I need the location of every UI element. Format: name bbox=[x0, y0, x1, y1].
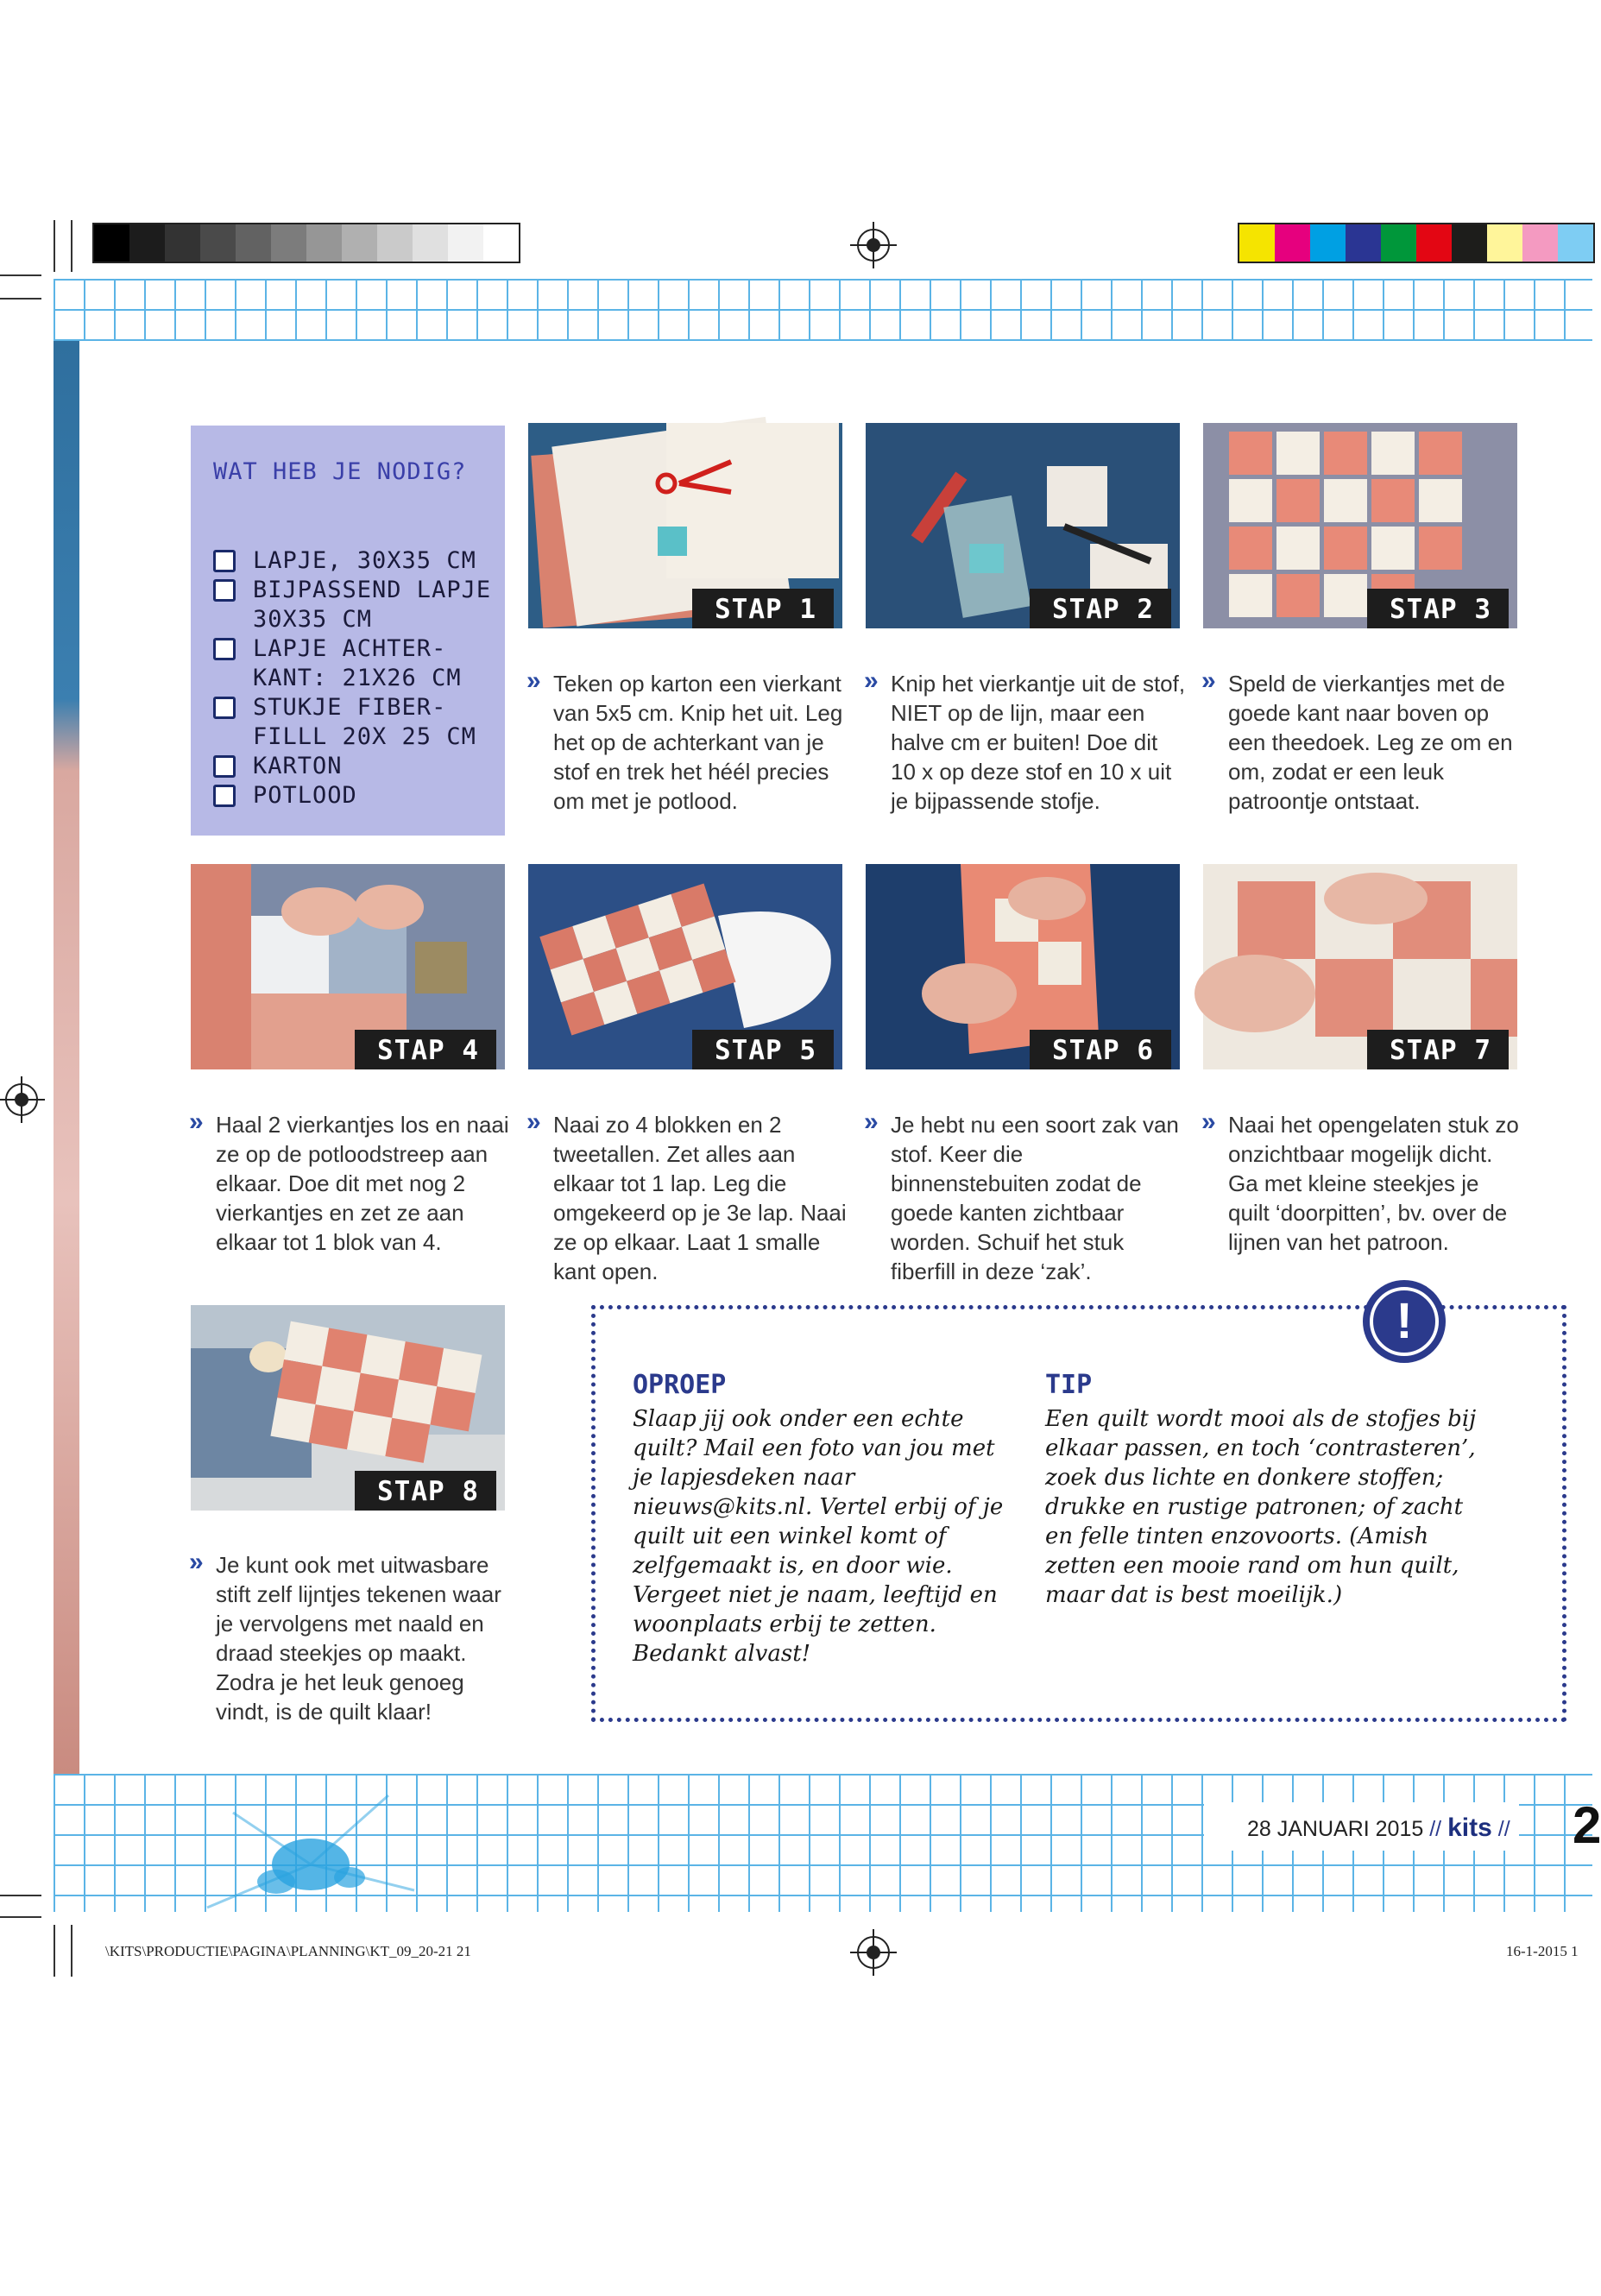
footer-date: 28 JANUARI 2015 bbox=[1247, 1817, 1424, 1841]
checkbox-icon bbox=[213, 755, 236, 778]
supplies-item: LAPJE ACHTER-KANT: 21X26 CM bbox=[213, 634, 505, 693]
oproep-title: OPROEP bbox=[633, 1370, 727, 1400]
registration-mark bbox=[857, 1936, 890, 1969]
step-5-photo bbox=[528, 864, 842, 1069]
slug-date: 16-1-2015 1 bbox=[1506, 1943, 1579, 1959]
step-6-text: » Je hebt nu een soort zak van stof. Keer die binnenstebuiten zodat de goede kanten zichtbaar worden. Schuif het stuk fiberfill in deze ‘zak’. bbox=[864, 1107, 1179, 1284]
step-6-photo bbox=[866, 864, 1180, 1069]
supplies-item: LAPJE, 30X35 CM bbox=[213, 546, 505, 576]
color-calibration-strip bbox=[1238, 223, 1595, 263]
exclamation-icon: ! bbox=[1363, 1280, 1446, 1363]
tip-title: TIP bbox=[1045, 1370, 1093, 1400]
crop-mark bbox=[54, 1925, 55, 1977]
supplies-list bbox=[213, 546, 505, 811]
checkbox-icon bbox=[213, 785, 236, 807]
step-8-label: STAP 8 bbox=[355, 1471, 496, 1511]
step-4-photo bbox=[191, 864, 505, 1069]
fabric-edge-decoration bbox=[54, 341, 79, 1774]
step-4-text: » Haal 2 vierkantjes los en naai ze op de potloodstreep aan elkaar. Doe dit met nog 2 vierkantjes en zet ze aan elkaar tot 1 blok van 4. bbox=[189, 1107, 509, 1255]
supplies-item: STUKJE FIBER-FILLL 20X 25 CM bbox=[213, 693, 505, 752]
step-3-label: STAP 3 bbox=[1367, 589, 1509, 628]
oproep-text: Slaap jij ook onder een echte quilt? Mail een foto van jou met je lapjesdeken naar nieuws@kits.nl. Vertel erbij of je quilt uit een winkel komt of zelfgemaakt is, en door wie. Vergeet niet je naam, leeftijd en woonplaats erbij te zetten. Bedankt alvast! bbox=[633, 1406, 1004, 1667]
step-3-text: » Speld de vierkantjes met de goede kant naar boven op een theedoek. Leg ze om en om, zodat er een leuk patroontje ontstaat. bbox=[1201, 666, 1513, 814]
chevron-right-icon: » bbox=[526, 666, 541, 695]
paint-splash bbox=[181, 1761, 440, 1916]
checkbox-icon bbox=[213, 638, 236, 660]
chevron-right-icon: » bbox=[1201, 1107, 1216, 1136]
crop-mark bbox=[0, 298, 41, 300]
chevron-right-icon: » bbox=[864, 666, 879, 695]
checkbox-icon bbox=[213, 697, 236, 719]
crop-mark bbox=[71, 1925, 72, 1977]
step-1-text: » Teken op karton een vierkant van 5x5 cm. Knip het uit. Leg het op de achterkant van je stof en trek het héél precies om met je potlood. bbox=[526, 666, 843, 814]
registration-mark bbox=[5, 1083, 38, 1116]
chevron-right-icon: » bbox=[189, 1548, 204, 1576]
step-7-text: » Naai het opengelaten stuk zo onzichtbaar mogelijk dicht. Ga met kleine steekjes je quilt ‘doorpitten’, bv. over de lijnen van het patroon. bbox=[1201, 1107, 1519, 1255]
crop-mark bbox=[0, 1916, 41, 1918]
step-3-photo bbox=[1203, 423, 1517, 628]
step-8-text: » Je kunt ook met uitwasbare stift zelf lijntjes tekenen waar je vervolgens met naald en draad steekjes op maakt. Zodra je het leuk genoeg vindt, is de quilt klaar! bbox=[189, 1548, 501, 1725]
step-8-photo bbox=[191, 1305, 505, 1511]
checkbox-icon bbox=[213, 550, 236, 572]
supplies-item: BIJPASSEND LAPJE 30X35 CM bbox=[213, 576, 505, 634]
step-7-label: STAP 7 bbox=[1367, 1030, 1509, 1069]
crop-mark bbox=[71, 220, 72, 272]
supplies-box bbox=[191, 426, 505, 836]
step-5-label: STAP 5 bbox=[692, 1030, 834, 1069]
grey-calibration-strip bbox=[92, 223, 520, 263]
slug-path: \KITS\PRODUCTIE\PAGINA\PLANNING\KT_09_20-21 21 bbox=[105, 1943, 471, 1959]
step-1-label: STAP 1 bbox=[692, 589, 834, 628]
chevron-right-icon: » bbox=[1201, 666, 1216, 695]
step-6-label: STAP 6 bbox=[1030, 1030, 1171, 1069]
chevron-right-icon: » bbox=[189, 1107, 204, 1136]
footer-separator: // bbox=[1429, 1817, 1442, 1841]
chevron-right-icon: » bbox=[526, 1107, 541, 1136]
supplies-item: KARTON bbox=[213, 752, 505, 781]
checkbox-icon bbox=[213, 579, 236, 602]
footer-separator: // bbox=[1497, 1817, 1510, 1841]
chevron-right-icon: » bbox=[864, 1107, 879, 1136]
step-4-label: STAP 4 bbox=[355, 1030, 496, 1069]
step-2-label: STAP 2 bbox=[1030, 589, 1171, 628]
supplies-title: WAT HEB JE NODIG? bbox=[213, 458, 467, 485]
graph-paper-top bbox=[54, 279, 1592, 341]
crop-mark bbox=[54, 220, 55, 272]
step-7-photo bbox=[1203, 864, 1517, 1069]
footer-brand: kits bbox=[1447, 1813, 1492, 1842]
crop-mark bbox=[0, 274, 41, 276]
crop-mark bbox=[0, 1895, 41, 1896]
page-number: 2 bbox=[1573, 1796, 1601, 1854]
step-2-text: » Knip het vierkantje uit de stof, NIET op de lijn, maar een halve cm er buiten! Doe dit 10 x op deze stof en 10 x uit je bijpassende stofje. bbox=[864, 666, 1186, 814]
step-1-photo bbox=[528, 423, 842, 628]
footer bbox=[1247, 1813, 1510, 1843]
tip-text: Een quilt wordt mooi als de stofjes bij elkaar passen, en toch ‘contrasteren’, zoek dus lichte en donkere stoffen; drukke en rustige patronen; of zacht en felle tinten enzovoorts. (Amish zetten een mooie rand om hun quilt, maar dat is best moeilijk.) bbox=[1045, 1406, 1477, 1608]
registration-mark bbox=[857, 229, 890, 262]
step-2-photo bbox=[866, 423, 1180, 628]
supplies-item: POTLOOD bbox=[213, 781, 505, 811]
step-5-text: » Naai zo 4 blokken en 2 tweetallen. Zet alles aan elkaar tot 1 lap. Leg die omgekeerd op je 3e lap. Naai ze op elkaar. Laat 1 smalle kant open. bbox=[526, 1107, 847, 1284]
